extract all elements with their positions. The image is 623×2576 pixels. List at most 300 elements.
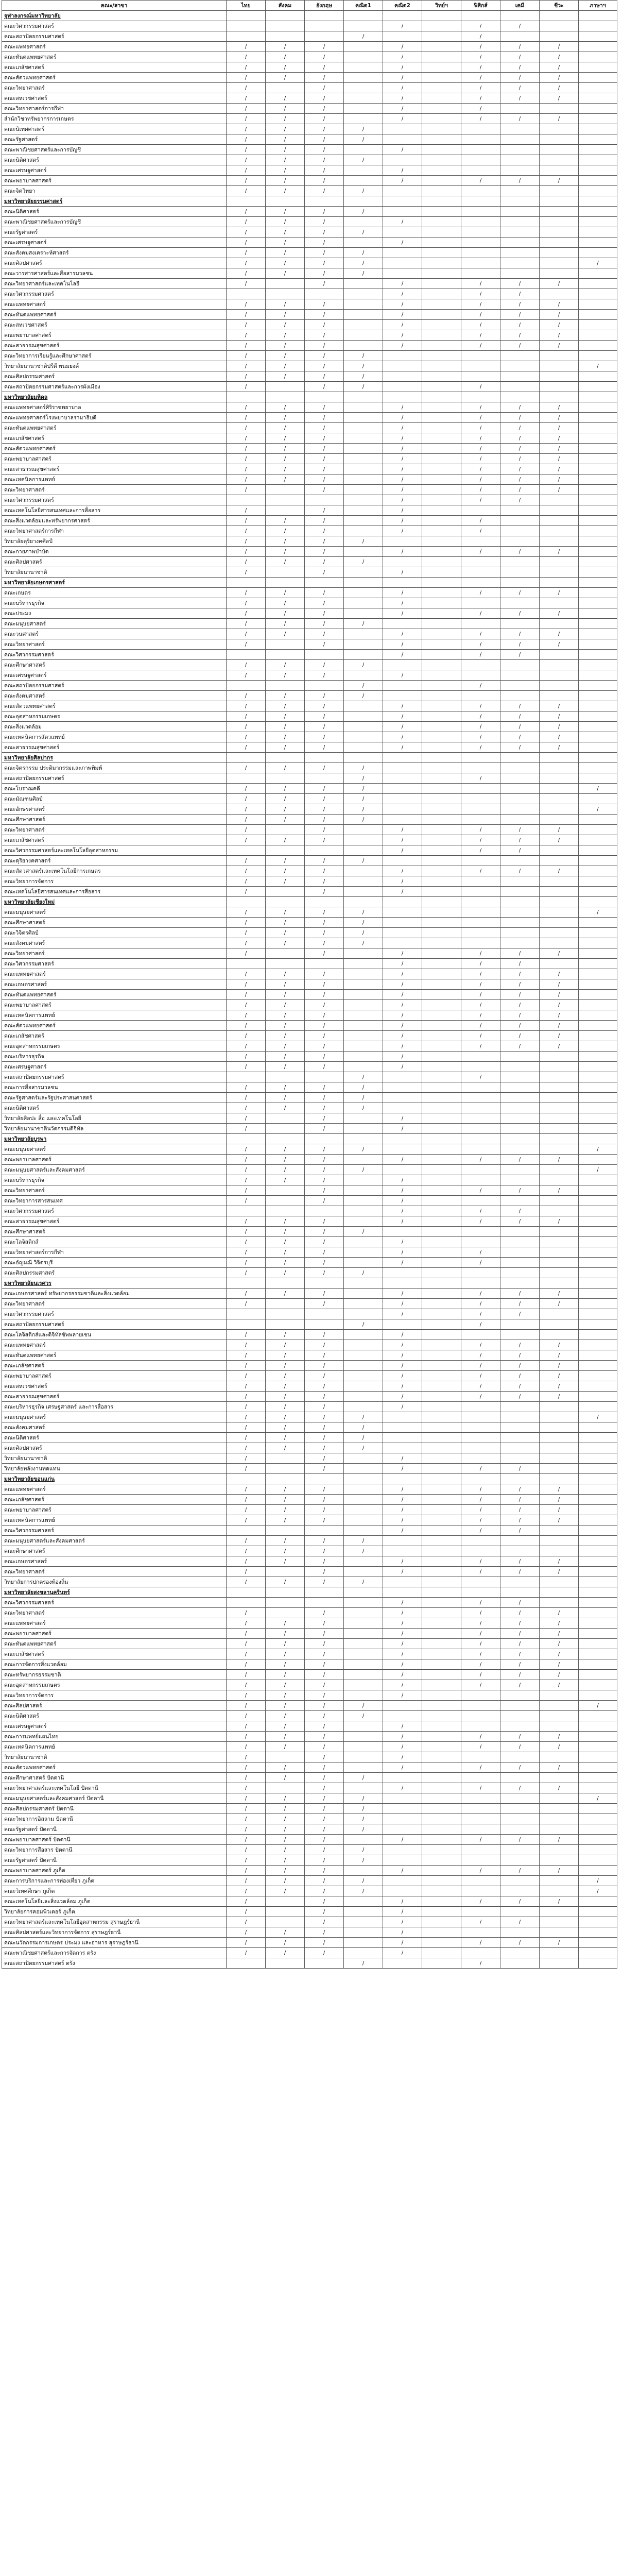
empty-cell bbox=[540, 1845, 579, 1855]
check-mark: / bbox=[383, 1866, 422, 1876]
empty-cell bbox=[579, 763, 617, 773]
faculty-name: คณะวิจิตรศิลป์ bbox=[2, 928, 227, 938]
check-mark: / bbox=[500, 1629, 540, 1639]
empty-cell bbox=[305, 1526, 344, 1536]
check-mark: / bbox=[500, 83, 540, 93]
empty-cell bbox=[579, 1711, 617, 1721]
faculty-name: คณะวิทยาการสื่อสาร ปัตตานี bbox=[2, 1845, 227, 1855]
check-mark: / bbox=[305, 928, 344, 938]
empty-cell bbox=[579, 145, 617, 155]
empty-cell bbox=[422, 598, 461, 608]
empty-cell bbox=[579, 176, 617, 186]
check-mark: / bbox=[227, 114, 266, 124]
empty-cell bbox=[500, 1876, 540, 1886]
check-mark: / bbox=[461, 1556, 500, 1567]
empty-cell bbox=[579, 279, 617, 289]
empty-cell bbox=[344, 62, 383, 73]
check-mark: / bbox=[461, 1319, 500, 1330]
check-mark: / bbox=[344, 1711, 383, 1721]
header-faculty: คณะ/สาขา bbox=[2, 1, 227, 11]
empty-cell bbox=[540, 1587, 579, 1598]
check-mark: / bbox=[344, 1577, 383, 1587]
empty-cell bbox=[579, 948, 617, 959]
check-mark: / bbox=[383, 1381, 422, 1392]
empty-cell bbox=[500, 1721, 540, 1732]
empty-cell bbox=[461, 887, 500, 897]
empty-cell bbox=[461, 1103, 500, 1113]
empty-cell bbox=[500, 1587, 540, 1598]
check-mark: / bbox=[305, 1629, 344, 1639]
university-title: มหาวิทยาลัยขอนแก่น bbox=[2, 1474, 227, 1484]
check-mark: / bbox=[540, 1639, 579, 1649]
check-mark: / bbox=[266, 990, 305, 1000]
check-mark: / bbox=[305, 1165, 344, 1175]
check-mark: / bbox=[266, 186, 305, 196]
check-mark: / bbox=[461, 444, 500, 454]
faculty-name: คณะทันตแพทยศาสตร์ bbox=[2, 52, 227, 62]
table-row bbox=[2, 1577, 617, 1587]
check-mark: / bbox=[461, 1361, 500, 1371]
empty-cell bbox=[540, 21, 579, 31]
empty-cell bbox=[579, 1113, 617, 1124]
check-mark: / bbox=[266, 1711, 305, 1721]
empty-cell bbox=[383, 155, 422, 165]
check-mark: / bbox=[540, 990, 579, 1000]
faculty-name: คณะวิทยาศาสตร์ bbox=[2, 948, 227, 959]
empty-cell bbox=[344, 1021, 383, 1031]
check-mark: / bbox=[344, 1165, 383, 1175]
check-mark: / bbox=[227, 742, 266, 753]
header-english: อังกฤษ bbox=[305, 1, 344, 11]
check-mark: / bbox=[540, 629, 579, 639]
empty-cell bbox=[540, 907, 579, 918]
empty-cell bbox=[540, 1175, 579, 1185]
check-mark: / bbox=[383, 1484, 422, 1495]
check-mark: / bbox=[305, 1289, 344, 1299]
empty-cell bbox=[266, 1206, 305, 1216]
faculty-name: คณะสถาปัตยกรรมศาสตร์ bbox=[2, 31, 227, 42]
empty-cell bbox=[500, 794, 540, 804]
empty-cell bbox=[383, 1412, 422, 1422]
check-mark: / bbox=[305, 1938, 344, 1948]
empty-cell bbox=[305, 392, 344, 402]
check-mark: / bbox=[461, 495, 500, 505]
table-row bbox=[2, 1804, 617, 1814]
check-mark: / bbox=[266, 1000, 305, 1010]
empty-cell bbox=[344, 1556, 383, 1567]
table-row bbox=[2, 784, 617, 794]
empty-cell bbox=[422, 505, 461, 516]
empty-cell bbox=[579, 371, 617, 382]
check-mark: / bbox=[266, 1886, 305, 1896]
empty-cell bbox=[383, 371, 422, 382]
table-row bbox=[2, 711, 617, 722]
faculty-name: คณะบริหารธุรกิจ bbox=[2, 1175, 227, 1185]
faculty-name: คณะวิทยาศาสตร์การกีฬา bbox=[2, 104, 227, 114]
check-mark: / bbox=[461, 1000, 500, 1010]
check-mark: / bbox=[461, 402, 500, 413]
empty-cell bbox=[227, 681, 266, 691]
empty-cell bbox=[500, 382, 540, 392]
empty-cell bbox=[540, 1319, 579, 1330]
check-mark: / bbox=[540, 1556, 579, 1567]
check-mark: / bbox=[227, 856, 266, 866]
check-mark: / bbox=[305, 804, 344, 815]
table-row bbox=[2, 1515, 617, 1526]
empty-cell bbox=[344, 1196, 383, 1206]
check-mark: / bbox=[305, 351, 344, 361]
empty-cell bbox=[266, 1453, 305, 1464]
empty-cell bbox=[540, 495, 579, 505]
table-row bbox=[2, 1330, 617, 1340]
check-mark: / bbox=[383, 876, 422, 887]
check-mark: / bbox=[266, 1412, 305, 1422]
faculty-name: คณะศึกษาศาสตร์ bbox=[2, 918, 227, 928]
empty-cell bbox=[383, 1886, 422, 1896]
faculty-name: คณะมนุษยศาสตร์ bbox=[2, 1412, 227, 1422]
empty-cell bbox=[461, 1268, 500, 1278]
check-mark: / bbox=[461, 650, 500, 660]
check-mark: / bbox=[227, 763, 266, 773]
table-row bbox=[2, 402, 617, 413]
empty-cell bbox=[579, 1072, 617, 1082]
faculty-name: คณะวิทยาศาสตร์การกีฬา bbox=[2, 1247, 227, 1258]
empty-cell bbox=[422, 1206, 461, 1216]
empty-cell bbox=[422, 1907, 461, 1917]
check-mark: / bbox=[461, 31, 500, 42]
empty-cell bbox=[383, 11, 422, 21]
faculty-name: คณะเกษตร bbox=[2, 588, 227, 598]
check-mark: / bbox=[266, 732, 305, 742]
check-mark: / bbox=[305, 629, 344, 639]
faculty-name: คณะเทคโนโลยีสารสนเทศและการสื่อสาร bbox=[2, 887, 227, 897]
empty-cell bbox=[344, 165, 383, 176]
table-row bbox=[2, 1526, 617, 1536]
empty-cell bbox=[540, 1752, 579, 1762]
empty-cell bbox=[461, 392, 500, 402]
check-mark: / bbox=[305, 1453, 344, 1464]
check-mark: / bbox=[344, 361, 383, 371]
empty-cell bbox=[266, 289, 305, 299]
check-mark: / bbox=[227, 1031, 266, 1041]
check-mark: / bbox=[227, 1845, 266, 1855]
check-mark: / bbox=[227, 701, 266, 711]
empty-cell bbox=[540, 1701, 579, 1711]
empty-cell bbox=[422, 320, 461, 330]
check-mark: / bbox=[266, 207, 305, 217]
empty-cell bbox=[344, 1185, 383, 1196]
empty-cell bbox=[500, 897, 540, 907]
empty-cell bbox=[344, 1608, 383, 1618]
empty-cell bbox=[266, 1783, 305, 1793]
check-mark: / bbox=[305, 722, 344, 732]
empty-cell bbox=[461, 1062, 500, 1072]
empty-cell bbox=[422, 835, 461, 845]
empty-cell bbox=[305, 1309, 344, 1319]
university-title: มหาวิทยาลัยศิลปากร bbox=[2, 753, 227, 763]
empty-cell bbox=[540, 856, 579, 866]
check-mark: / bbox=[266, 1289, 305, 1299]
check-mark: / bbox=[227, 794, 266, 804]
check-mark: / bbox=[383, 1289, 422, 1299]
check-mark: / bbox=[227, 1835, 266, 1845]
check-mark: / bbox=[305, 1876, 344, 1886]
check-mark: / bbox=[266, 1082, 305, 1093]
table-row bbox=[2, 310, 617, 320]
check-mark: / bbox=[266, 1062, 305, 1072]
check-mark: / bbox=[227, 938, 266, 948]
empty-cell bbox=[422, 1247, 461, 1258]
empty-cell bbox=[579, 567, 617, 578]
empty-cell bbox=[579, 1031, 617, 1041]
faculty-name: คณะศึกษาศาสตร์ bbox=[2, 1227, 227, 1237]
check-mark: / bbox=[540, 1618, 579, 1629]
check-mark: / bbox=[227, 1804, 266, 1814]
empty-cell bbox=[540, 1237, 579, 1247]
check-mark: / bbox=[500, 1618, 540, 1629]
faculty-name: คณะสถาปัตยกรรมศาสตร์ bbox=[2, 681, 227, 691]
check-mark: / bbox=[227, 464, 266, 474]
faculty-name: คณะโลจิสติกส์ bbox=[2, 1237, 227, 1247]
empty-cell bbox=[579, 701, 617, 711]
check-mark: / bbox=[500, 1639, 540, 1649]
check-mark: / bbox=[344, 1845, 383, 1855]
table-row bbox=[2, 73, 617, 83]
check-mark: / bbox=[227, 1165, 266, 1175]
empty-cell bbox=[383, 1474, 422, 1484]
empty-cell bbox=[266, 1072, 305, 1082]
empty-cell bbox=[266, 1196, 305, 1206]
faculty-name: คณะเภสัชศาสตร์ bbox=[2, 1649, 227, 1659]
empty-cell bbox=[579, 320, 617, 330]
faculty-name: คณะวิศวกรรมศาสตร์ bbox=[2, 1526, 227, 1536]
empty-cell bbox=[422, 1567, 461, 1577]
check-mark: / bbox=[461, 516, 500, 526]
check-mark: / bbox=[305, 1031, 344, 1041]
empty-cell bbox=[579, 1258, 617, 1268]
check-mark: / bbox=[500, 52, 540, 62]
empty-cell bbox=[461, 1752, 500, 1762]
check-mark: / bbox=[266, 794, 305, 804]
faculty-name: คณะวิศวกรรมศาสตร์ bbox=[2, 1206, 227, 1216]
empty-cell bbox=[579, 21, 617, 31]
table-row bbox=[2, 83, 617, 93]
empty-cell bbox=[305, 1587, 344, 1598]
faculty-name: คณะพยาบาลศาสตร์ ปัตตานี bbox=[2, 1835, 227, 1845]
check-mark: / bbox=[227, 433, 266, 444]
check-mark: / bbox=[540, 547, 579, 557]
empty-cell bbox=[500, 784, 540, 794]
check-mark: / bbox=[383, 52, 422, 62]
check-mark: / bbox=[305, 341, 344, 351]
check-mark: / bbox=[227, 1649, 266, 1659]
empty-cell bbox=[461, 1773, 500, 1783]
empty-cell bbox=[422, 268, 461, 279]
check-mark: / bbox=[266, 1876, 305, 1886]
empty-cell bbox=[579, 155, 617, 165]
check-mark: / bbox=[461, 93, 500, 104]
table-row bbox=[2, 495, 617, 505]
empty-cell bbox=[500, 1144, 540, 1155]
check-mark: / bbox=[227, 299, 266, 310]
check-mark: / bbox=[540, 1762, 579, 1773]
check-mark: / bbox=[266, 1618, 305, 1629]
check-mark: / bbox=[227, 413, 266, 423]
empty-cell bbox=[461, 1587, 500, 1598]
check-mark: / bbox=[500, 62, 540, 73]
empty-cell bbox=[422, 341, 461, 351]
check-mark: / bbox=[227, 1392, 266, 1402]
empty-cell bbox=[461, 1402, 500, 1412]
table-row bbox=[2, 722, 617, 732]
empty-cell bbox=[422, 1793, 461, 1804]
check-mark: / bbox=[383, 1938, 422, 1948]
check-mark: / bbox=[227, 526, 266, 536]
table-row bbox=[2, 701, 617, 711]
empty-cell bbox=[422, 474, 461, 485]
empty-cell bbox=[500, 907, 540, 918]
faculty-name: คณะวิศวกรรมศาสตร์ bbox=[2, 289, 227, 299]
empty-cell bbox=[579, 227, 617, 238]
check-mark: / bbox=[266, 1484, 305, 1495]
empty-cell bbox=[344, 114, 383, 124]
empty-cell bbox=[422, 402, 461, 413]
empty-cell bbox=[422, 165, 461, 176]
empty-cell bbox=[422, 433, 461, 444]
check-mark: / bbox=[227, 887, 266, 897]
empty-cell bbox=[461, 567, 500, 578]
empty-cell bbox=[422, 1876, 461, 1886]
table-row bbox=[2, 42, 617, 52]
empty-cell bbox=[579, 1515, 617, 1526]
check-mark: / bbox=[383, 588, 422, 598]
check-mark: / bbox=[266, 310, 305, 320]
empty-cell bbox=[540, 1278, 579, 1289]
check-mark: / bbox=[461, 1742, 500, 1752]
empty-cell bbox=[344, 1361, 383, 1371]
empty-cell bbox=[461, 1845, 500, 1855]
table-row bbox=[2, 464, 617, 474]
check-mark: / bbox=[227, 1855, 266, 1866]
table-row bbox=[2, 887, 617, 897]
empty-cell bbox=[383, 578, 422, 588]
check-mark: / bbox=[227, 341, 266, 351]
empty-cell bbox=[461, 1536, 500, 1546]
faculty-name: คณะพาณิชยศาสตร์และการบัญชี bbox=[2, 217, 227, 227]
check-mark: / bbox=[266, 474, 305, 485]
empty-cell bbox=[540, 784, 579, 794]
check-mark: / bbox=[266, 742, 305, 753]
check-mark: / bbox=[227, 1422, 266, 1433]
empty-cell bbox=[422, 1062, 461, 1072]
table-row bbox=[2, 1206, 617, 1216]
empty-cell bbox=[540, 207, 579, 217]
empty-cell bbox=[422, 536, 461, 547]
check-mark: / bbox=[305, 711, 344, 722]
check-mark: / bbox=[500, 959, 540, 969]
check-mark: / bbox=[227, 639, 266, 650]
table-row bbox=[2, 104, 617, 114]
check-mark: / bbox=[383, 1330, 422, 1340]
check-mark: / bbox=[266, 516, 305, 526]
check-mark: / bbox=[227, 1639, 266, 1649]
check-mark: / bbox=[266, 1433, 305, 1443]
empty-cell bbox=[344, 1392, 383, 1402]
empty-cell bbox=[461, 1144, 500, 1155]
empty-cell bbox=[227, 21, 266, 31]
check-mark: / bbox=[579, 258, 617, 268]
check-mark: / bbox=[227, 918, 266, 928]
check-mark: / bbox=[500, 639, 540, 650]
empty-cell bbox=[500, 1752, 540, 1762]
table-row bbox=[2, 1268, 617, 1278]
table-row bbox=[2, 1227, 617, 1237]
check-mark: / bbox=[579, 1144, 617, 1155]
empty-cell bbox=[461, 1124, 500, 1134]
check-mark: / bbox=[500, 1732, 540, 1742]
empty-cell bbox=[344, 1216, 383, 1227]
check-mark: / bbox=[540, 1680, 579, 1690]
empty-cell bbox=[500, 1134, 540, 1144]
check-mark: / bbox=[227, 62, 266, 73]
table-row bbox=[2, 1505, 617, 1515]
check-mark: / bbox=[344, 124, 383, 134]
check-mark: / bbox=[227, 1237, 266, 1247]
empty-cell bbox=[579, 1093, 617, 1103]
check-mark: / bbox=[305, 361, 344, 371]
faculty-name: คณะสถาปัตยกรรมศาสตร์ bbox=[2, 1319, 227, 1330]
empty-cell bbox=[383, 928, 422, 938]
check-mark: / bbox=[461, 1309, 500, 1319]
empty-cell bbox=[500, 11, 540, 21]
check-mark: / bbox=[540, 608, 579, 619]
empty-cell bbox=[305, 1134, 344, 1144]
faculty-name: คณะอัญมณี วิจิตรบุรี bbox=[2, 1258, 227, 1268]
empty-cell bbox=[344, 1155, 383, 1165]
empty-cell bbox=[383, 1134, 422, 1144]
empty-cell bbox=[579, 1587, 617, 1598]
empty-cell bbox=[344, 1258, 383, 1268]
check-mark: / bbox=[227, 1330, 266, 1340]
empty-cell bbox=[266, 1309, 305, 1319]
group-header-row bbox=[2, 1587, 617, 1598]
table-row bbox=[2, 1948, 617, 1958]
empty-cell bbox=[579, 1896, 617, 1907]
group-header-row bbox=[2, 1278, 617, 1289]
check-mark: / bbox=[540, 1495, 579, 1505]
empty-cell bbox=[344, 505, 383, 516]
check-mark: / bbox=[540, 114, 579, 124]
check-mark: / bbox=[461, 1021, 500, 1031]
empty-cell bbox=[579, 382, 617, 392]
check-mark: / bbox=[383, 1835, 422, 1845]
check-mark: / bbox=[461, 1896, 500, 1907]
check-mark: / bbox=[266, 402, 305, 413]
table-row bbox=[2, 1742, 617, 1752]
check-mark: / bbox=[227, 1495, 266, 1505]
empty-cell bbox=[461, 1855, 500, 1866]
empty-cell bbox=[579, 1175, 617, 1185]
check-mark: / bbox=[500, 990, 540, 1000]
check-mark: / bbox=[383, 1752, 422, 1762]
check-mark: / bbox=[227, 83, 266, 93]
check-mark: / bbox=[266, 1495, 305, 1505]
empty-cell bbox=[579, 650, 617, 660]
check-mark: / bbox=[540, 1866, 579, 1876]
empty-cell bbox=[344, 1649, 383, 1659]
empty-cell bbox=[500, 1433, 540, 1443]
check-mark: / bbox=[540, 1659, 579, 1670]
